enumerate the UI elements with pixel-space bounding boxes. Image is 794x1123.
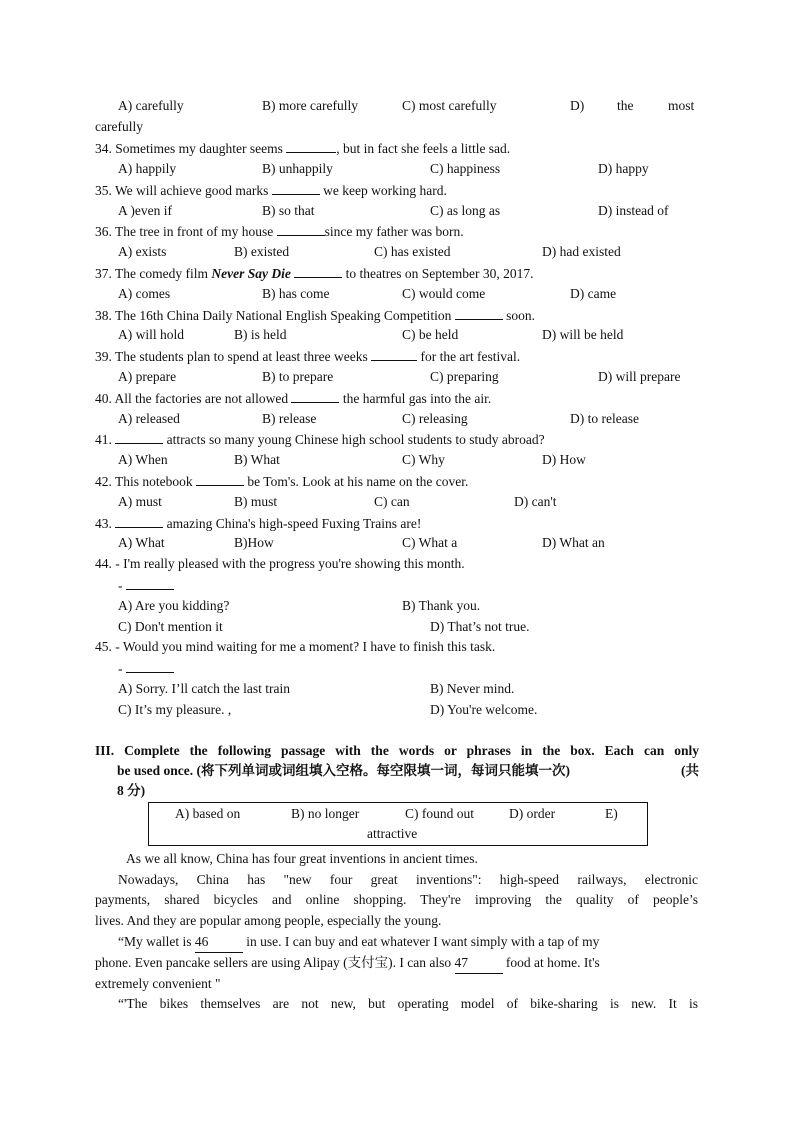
answer-blank[interactable] <box>455 307 503 320</box>
passage-paragraph-1: As we all know, China has four great inventions in ancient times. <box>126 851 478 866</box>
q38-option-a: A) will hold <box>118 327 184 342</box>
question-45: 45. - Would you mind waiting for me a moment? I have to finish this task. <box>95 639 496 654</box>
q40-option-a: A) released <box>118 411 180 426</box>
passage-paragraph-2-line-1: Nowadays, China has "new four great inventions": high-speed railways, electronic <box>118 872 698 887</box>
q43-option-d: D) What an <box>542 535 605 550</box>
answer-blank[interactable] <box>291 390 339 403</box>
section-3-line-2: be used once. (将下列单词或词组填入空格。每空限填一词，每词只能填一次) (共 <box>117 763 699 778</box>
word-box-d: D) order <box>509 806 556 821</box>
question-41: 41. attracts so many young Chinese high school students to study abroad? <box>95 432 545 447</box>
answer-blank[interactable] <box>371 348 417 361</box>
q41-option-b: B) What <box>234 452 280 467</box>
q34-option-a: A) happily <box>118 161 177 176</box>
answer-blank[interactable] <box>294 265 342 278</box>
q40-option-b: B) release <box>262 411 317 426</box>
question-39: 39. The students plan to spend at least three weeks for the art festival. <box>95 349 521 364</box>
q42-option-b: B) must <box>234 494 278 509</box>
q43-option-c: C) What a <box>402 535 458 550</box>
q38-option-b: B) is held <box>234 327 287 342</box>
q44-option-b: B) Thank you. <box>402 598 481 613</box>
q35-option-b: B) so that <box>262 203 315 218</box>
answer-blank[interactable] <box>272 182 320 195</box>
q36-option-b: B) existed <box>234 244 290 259</box>
question-37: 37. The comedy film Never Say Die to theatres on September 30, 2017. <box>95 266 534 281</box>
question-38: 38. The 16th China Daily National English Speaking Competition soon. <box>95 308 535 323</box>
q42-option-a: A) must <box>118 494 162 509</box>
q45-option-a: A) Sorry. I’ll catch the last train <box>118 681 290 696</box>
q44-option-d: D) That’s not true. <box>430 619 530 634</box>
q45-option-c: C) It’s my pleasure. , <box>118 702 232 717</box>
word-box-e: E) <box>605 806 618 821</box>
q42-option-d: D) can't <box>514 494 557 509</box>
q33-option-d-continued: carefully <box>95 119 143 134</box>
q37-option-c: C) would come <box>402 286 486 301</box>
question-40: 40. All the factories are not allowed the harmful gas into the air. <box>95 391 492 406</box>
q45-response: - <box>118 660 174 677</box>
blank-47[interactable]: 47 <box>455 952 503 974</box>
q44-option-a: A) Are you kidding? <box>118 598 230 613</box>
q41-option-a: A) When <box>118 452 168 467</box>
question-36: 36. The tree in front of my house since my father was born. <box>95 224 464 239</box>
q44-option-c: C) Don't mention it <box>118 619 223 634</box>
q41-option-c: C) Why <box>402 452 445 467</box>
q36-option-c: C) has existed <box>374 244 451 259</box>
q38-option-d: D) will be held <box>542 327 624 342</box>
q43-option-a: A) What <box>118 535 165 550</box>
q37-option-b: B) has come <box>262 286 330 301</box>
answer-blank[interactable] <box>196 473 244 486</box>
question-34: 34. Sometimes my daughter seems , but in fact she feels a little sad. <box>95 141 511 156</box>
q39-option-c: C) preparing <box>430 369 499 384</box>
q33-option-d-word1: the <box>617 98 634 113</box>
q33-option-a: A) carefully <box>118 98 184 113</box>
q34-option-b: B) unhappily <box>262 161 333 176</box>
q33-option-d-label: D) <box>570 98 585 113</box>
answer-blank[interactable] <box>126 577 174 590</box>
question-44: 44. - I'm really pleased with the progress you're showing this month. <box>95 556 465 571</box>
passage-paragraph-3-line-1: “My wallet is 46 in use. I can buy and eat whatever I want simply with a tap of my <box>118 931 698 953</box>
answer-blank[interactable] <box>286 140 336 153</box>
q42-option-c: C) can <box>374 494 410 509</box>
blank-46[interactable]: 46 <box>195 931 243 953</box>
q33-option-c: C) most carefully <box>402 98 497 113</box>
passage-paragraph-2-line-2: payments, shared bicycles and online shopping. They're improving the quality of people’s <box>95 892 698 907</box>
q41-option-d: D) How <box>542 452 586 467</box>
answer-blank[interactable] <box>277 223 325 236</box>
passage-paragraph-4-line-1: “'The bikes themselves are not new, but operating model of bike-sharing is new. It is <box>118 996 698 1011</box>
q33-option-b: B) more carefully <box>262 98 358 113</box>
q35-option-a: A )even if <box>118 203 172 218</box>
q35-option-d: D) instead of <box>598 203 669 218</box>
section-3-heading <box>95 741 699 801</box>
q37-option-a: A) comes <box>118 286 171 301</box>
q44-response: - <box>118 577 174 594</box>
word-box-b: B) no longer <box>291 806 360 821</box>
answer-blank[interactable] <box>126 660 174 673</box>
q38-option-c: C) be held <box>402 327 459 342</box>
q36-option-a: A) exists <box>118 244 167 259</box>
passage-paragraph-3-line-3: extremely convenient " <box>95 976 221 991</box>
word-box-e-continued: attractive <box>367 826 418 841</box>
passage-paragraph-2-line-3: lives. And they are popular among people, especially the young. <box>95 913 442 928</box>
q36-option-d: D) had existed <box>542 244 621 259</box>
question-35: 35. We will achieve good marks we keep working hard. <box>95 183 447 198</box>
q45-option-b: B) Never mind. <box>430 681 515 696</box>
word-box-c: C) found out <box>405 806 474 821</box>
q39-option-d: D) will prepare <box>598 369 681 384</box>
section-3-line-1: III. Complete the following passage with the words or phrases in the box. Each can only <box>95 743 699 758</box>
answer-blank[interactable] <box>115 431 163 444</box>
q35-option-c: C) as long as <box>430 203 501 218</box>
question-43: 43. amazing China's high-speed Fuxing Trains are! <box>95 516 422 531</box>
question-42: 42. This notebook be Tom's. Look at his name on the cover. <box>95 474 469 489</box>
answer-blank[interactable] <box>115 515 163 528</box>
q39-option-b: B) to prepare <box>262 369 334 384</box>
q34-option-c: C) happiness <box>430 161 501 176</box>
section-3-line-3: 8 分) <box>117 783 146 798</box>
q40-option-d: D) to release <box>570 411 639 426</box>
q40-option-c: C) releasing <box>402 411 468 426</box>
q34-option-d: D) happy <box>598 161 649 176</box>
q33-option-d-word2: most <box>668 98 695 113</box>
film-title: Never Say Die <box>211 266 291 281</box>
word-box <box>148 802 648 846</box>
passage-paragraph-3-line-2: phone. Even pancake sellers are using Alipay (支付宝). I can also 47 food at home. It's <box>95 952 698 974</box>
q39-option-a: A) prepare <box>118 369 177 384</box>
q43-option-b: B)How <box>234 535 274 550</box>
q37-option-d: D) came <box>570 286 617 301</box>
q45-option-d: D) You're welcome. <box>430 702 538 717</box>
word-box-a: A) based on <box>175 806 241 821</box>
